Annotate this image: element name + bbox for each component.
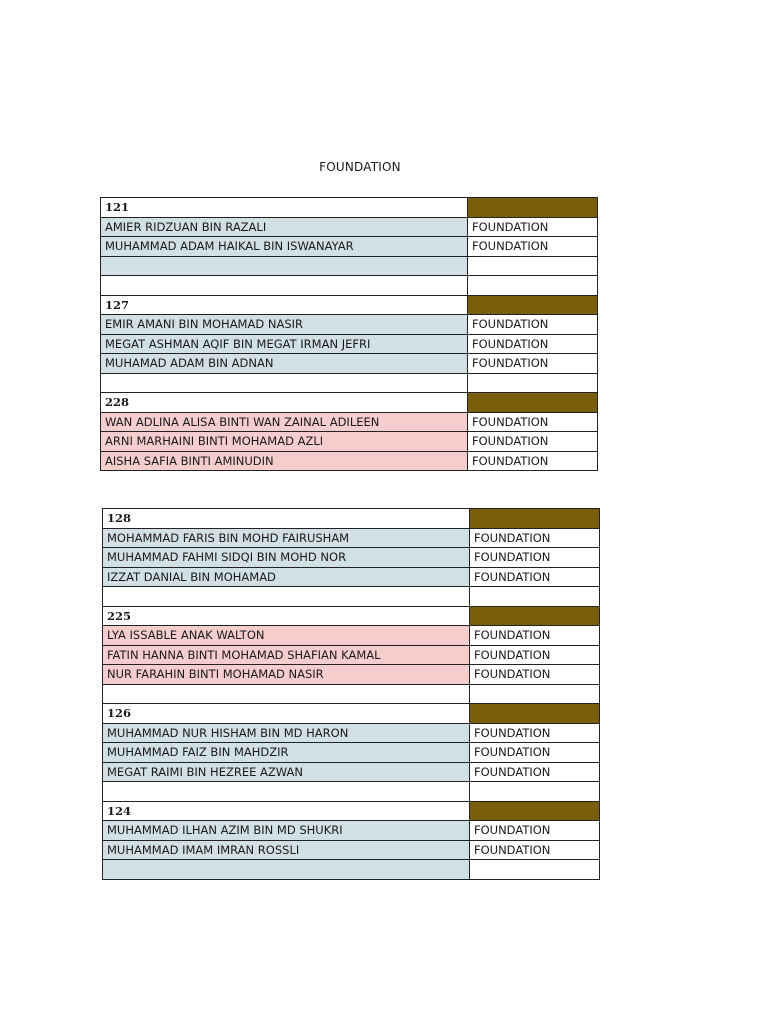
member-row (103, 821, 600, 841)
page-title: FOUNDATION (319, 160, 401, 174)
room-color-badge (468, 393, 598, 413)
roster-body (103, 509, 600, 880)
member-row (101, 334, 598, 354)
member-program: FOUNDATION (470, 723, 600, 743)
blank-name-cell (103, 684, 470, 704)
member-row (101, 315, 598, 335)
member-program: FOUNDATION (468, 354, 598, 374)
blank-program-cell (468, 373, 598, 393)
member-program: FOUNDATION (470, 645, 600, 665)
member-program: FOUNDATION (470, 548, 600, 568)
member-program: FOUNDATION (470, 762, 600, 782)
member-program: FOUNDATION (470, 840, 600, 860)
member-row (101, 354, 598, 374)
member-program: FOUNDATION (468, 451, 598, 471)
member-name: MUHAMAD ADAM BIN ADNAN (101, 354, 468, 374)
blank-program-cell (470, 782, 600, 802)
blank-row (101, 256, 598, 276)
room-header-row (103, 801, 600, 821)
member-row (103, 626, 600, 646)
blank-row (103, 860, 600, 880)
member-row (103, 840, 600, 860)
member-name: NUR FARAHIN BINTI MOHAMAD NASIR (103, 665, 470, 685)
room-header-row (103, 606, 600, 626)
member-row (103, 548, 600, 568)
room-color-badge (470, 704, 600, 724)
room-number: 124 (103, 801, 470, 821)
member-program: FOUNDATION (470, 665, 600, 685)
member-row (101, 412, 598, 432)
room-number: 127 (101, 295, 468, 315)
member-program: FOUNDATION (470, 626, 600, 646)
member-program: FOUNDATION (470, 821, 600, 841)
room-color-badge (470, 606, 600, 626)
member-name: MOHAMMAD FARIS BIN MOHD FAIRUSHAM (103, 528, 470, 548)
member-program: FOUNDATION (470, 567, 600, 587)
member-program: FOUNDATION (468, 432, 598, 452)
room-color-badge (468, 295, 598, 315)
room-roster-table-2 (102, 508, 600, 880)
member-row (103, 762, 600, 782)
member-row (103, 567, 600, 587)
member-row (101, 237, 598, 257)
member-row (103, 743, 600, 763)
blank-row (103, 587, 600, 607)
blank-name-cell (103, 860, 470, 880)
blank-row (101, 276, 598, 296)
blank-name-cell (101, 256, 468, 276)
member-name: AISHA SAFIA BINTI AMINUDIN (101, 451, 468, 471)
member-name: AMIER RIDZUAN BIN RAZALI (101, 217, 468, 237)
member-program: FOUNDATION (468, 237, 598, 257)
member-program: FOUNDATION (470, 743, 600, 763)
member-name: MUHAMMAD IMAM IMRAN ROSSLI (103, 840, 470, 860)
member-name: MUHAMMAD ILHAN AZIM BIN MD SHUKRI (103, 821, 470, 841)
member-name: MUHAMMAD NUR HISHAM BIN MD HARON (103, 723, 470, 743)
member-name: EMIR AMANI BIN MOHAMAD NASIR (101, 315, 468, 335)
room-number: 121 (101, 198, 468, 218)
blank-program-cell (470, 684, 600, 704)
blank-row (103, 782, 600, 802)
member-row (103, 645, 600, 665)
room-number: 128 (103, 509, 470, 529)
member-program: FOUNDATION (468, 315, 598, 335)
member-program: FOUNDATION (468, 217, 598, 237)
room-header-row (103, 704, 600, 724)
room-color-badge (470, 801, 600, 821)
room-number: 228 (101, 393, 468, 413)
member-program: FOUNDATION (470, 528, 600, 548)
roster-body (101, 198, 598, 471)
blank-name-cell (103, 782, 470, 802)
member-name: WAN ADLINA ALISA BINTI WAN ZAINAL ADILEEN (101, 412, 468, 432)
room-color-badge (470, 509, 600, 529)
blank-row (103, 684, 600, 704)
blank-program-cell (470, 587, 600, 607)
member-name: ARNI MARHAINI BINTI MOHAMAD AZLI (101, 432, 468, 452)
blank-program-cell (468, 256, 598, 276)
member-name: MUHAMMAD ADAM HAIKAL BIN ISWANAYAR (101, 237, 468, 257)
room-number: 225 (103, 606, 470, 626)
blank-name-cell (103, 587, 470, 607)
room-number: 126 (103, 704, 470, 724)
member-name: LYA ISSABLE ANAK WALTON (103, 626, 470, 646)
room-header-row (101, 295, 598, 315)
member-name: FATIN HANNA BINTI MOHAMAD SHAFIAN KAMAL (103, 645, 470, 665)
member-program: FOUNDATION (468, 412, 598, 432)
member-row (103, 723, 600, 743)
room-header-row (101, 198, 598, 218)
member-row (103, 665, 600, 685)
room-header-row (103, 509, 600, 529)
room-header-row (101, 393, 598, 413)
blank-row (101, 373, 598, 393)
member-program: FOUNDATION (468, 334, 598, 354)
room-color-badge (468, 198, 598, 218)
member-name: MUHAMMAD FAIZ BIN MAHDZIR (103, 743, 470, 763)
member-row (101, 217, 598, 237)
member-name: IZZAT DANIAL BIN MOHAMAD (103, 567, 470, 587)
member-row (101, 432, 598, 452)
blank-program-cell (470, 860, 600, 880)
room-roster-table-1 (100, 197, 598, 471)
member-name: MEGAT ASHMAN AQIF BIN MEGAT IRMAN JEFRI (101, 334, 468, 354)
member-row (101, 451, 598, 471)
member-name: MUHAMMAD FAHMI SIDQI BIN MOHD NOR (103, 548, 470, 568)
member-name: MEGAT RAIMI BIN HEZREE AZWAN (103, 762, 470, 782)
blank-name-cell (101, 373, 468, 393)
blank-name-cell (101, 276, 468, 296)
blank-program-cell (468, 276, 598, 296)
member-row (103, 528, 600, 548)
